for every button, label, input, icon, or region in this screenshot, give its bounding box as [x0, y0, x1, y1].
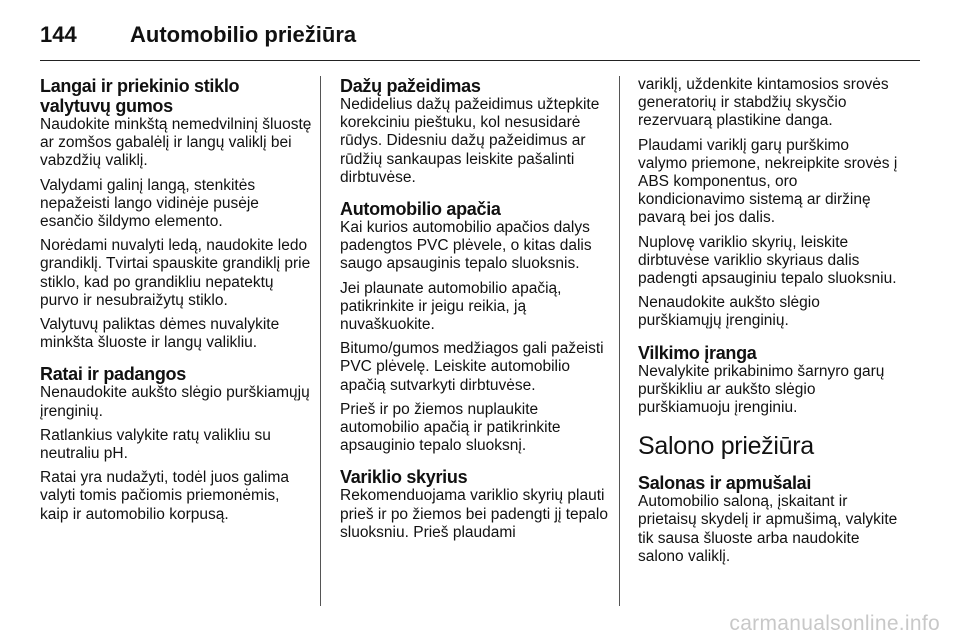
paragraph: Bitumo/gumos medžiagos gali pažeisti PVC plėvelę. Leiskite automobilio apačią sutvarkyti dirbtuvėse.: [340, 340, 604, 394]
column-2: [340, 76, 612, 548]
heading-wheels: Ratai ir padangos: [40, 364, 186, 385]
page-title: Automobilio priežiūra: [130, 22, 357, 47]
watermark: carmanualsonline.info: [729, 612, 940, 635]
paragraph: Rekomenduojama variklio skyrių plauti prieš ir po žiemos bei padengti jį tepalo sluoksniu. Prieš plaudami: [340, 487, 608, 541]
column-separator: [619, 76, 620, 606]
paragraph: Kai kurios automobilio apačios dalys padengtos PVC plėvele, o kitas dalis saugo apsauginis tepalo sluoksnis.: [340, 219, 592, 273]
paragraph: variklį, uždenkite kintamosios srovės generatorių ir stabdžių skysčio rezervuarą plastikine danga.: [638, 76, 889, 130]
page-number: 144: [40, 22, 77, 47]
paragraph: Valydami galinį langą, stenkitės nepažeisti lango vidinėje pusėje esančio šildymo elemento.: [40, 176, 259, 231]
heading-engine-bay: Variklio skyrius: [340, 467, 468, 488]
heading-towing-equipment: Vilkimo įranga: [638, 342, 757, 363]
paragraph: Nenaudokite aukšto slėgio purškiamųjų įrenginių.: [638, 294, 820, 330]
header-rule: [40, 60, 920, 61]
paragraph: Nuplovę variklio skyrių, leiskite dirbtuvėse variklio skyriaus dalis padengti apsauginiu tepalo sluoksniu.: [638, 233, 897, 288]
paragraph: Ratlankius valykite ratų valikliu su neutraliu pH.: [40, 426, 271, 463]
heading-paint-damage: Dažų pažeidimas: [340, 76, 481, 96]
heading-interior-upholstery: Salonas ir apmušalai: [638, 473, 812, 494]
section-title-interior-care: Salono priežiūra: [638, 432, 814, 461]
paragraph: Automobilio saloną, įskaitant ir prietaisų skydelį ir apmušimą, valykite tik sausa šluoste arba naudokite salono valiklį.: [638, 493, 898, 565]
paragraph: Nevalykite prikabinimo šarnyro garų purškikliu ar aukšto slėgio purškiamuoju įrenginiu.: [638, 362, 885, 417]
column-separator: [320, 76, 321, 606]
paragraph: Nedidelius dažų pažeidimus užtepkite korekciniu pieštuku, kol nesusidarė rūdys. Didesniu dažų pažeidimus ar rūdžių sankaupas leiskite pašalinti dirbtuvėse.: [340, 96, 600, 186]
paragraph: Norėdami nuvalyti ledą, naudokite ledo grandiklį. Tvirtai spauskite grandiklį prie stiklo, kad po grandikliu nepatektų purvo ir nesubraižytų stiklo.: [40, 237, 311, 309]
page-header: [40, 22, 356, 46]
column-1: [40, 76, 312, 530]
paragraph: Nenaudokite aukšto slėgio purškiamųjų įrenginių.: [40, 384, 310, 420]
heading-underbody: Automobilio apačia: [340, 199, 501, 220]
paragraph: Valytuvų paliktas dėmes nuvalykite minkšta šluoste ir langų valikliu.: [40, 316, 280, 352]
paragraph: Jei plaunate automobilio apačią, patikrinkite ir jeigu reikia, ją nuvaškuokite.: [340, 279, 562, 334]
heading-windows: Langai ir priekinio stiklo valytuvų gumos: [40, 76, 240, 116]
paragraph: Plaudami variklį garų purškimo valymo priemone, nekreipkite srovės į ABS komponentus, oro kondicionavimo sistemą ar diržinę pavarą bei jos dalis.: [638, 136, 898, 227]
column-3: [638, 76, 902, 572]
paragraph: Ratai yra nudažyti, todėl juos galima valyti tomis pačiomis priemonėmis, kaip ir automobilio korpusą.: [40, 469, 289, 523]
paragraph: Naudokite minkštą nemedvilninį šluostę ar zomšos gabalėlį ir langų valiklį bei vabzdžių valiklį.: [40, 116, 312, 170]
paragraph: Prieš ir po žiemos nuplaukite automobilio apačią ir patikrinkite apsauginio tepalo sluoksnį.: [340, 400, 561, 455]
